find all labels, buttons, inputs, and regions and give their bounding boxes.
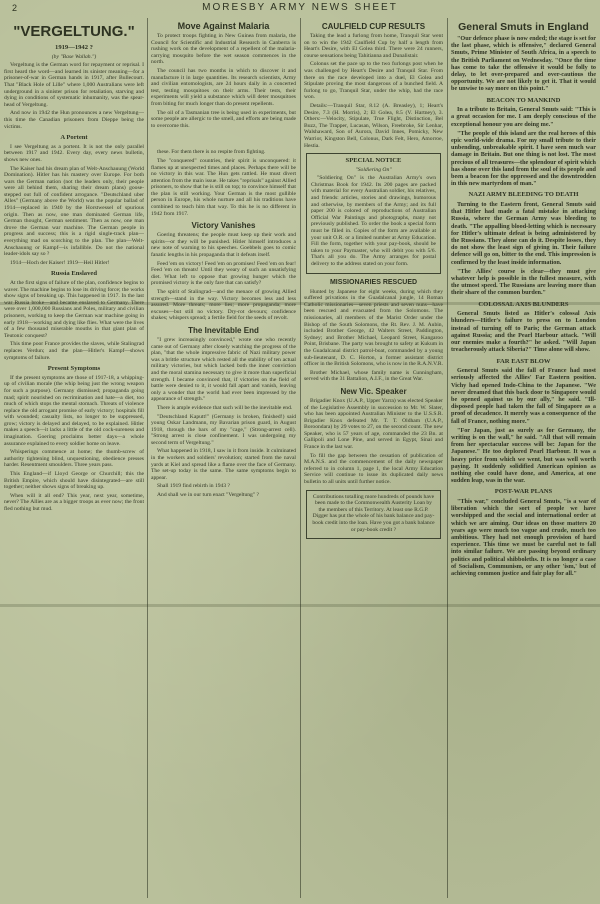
column-rule	[300, 18, 301, 898]
paragraph: "This war," concluded General Smuts, "is a war of liberation which the sort of people we have worshipped and the social and international order at which we are aiming. Our ideas on those matters 20 years ago were much too vague and crude, much too ambitious. They had not enough provision of hard experience. This time we must be careful not to fall into similar failure. We are passing beyond ordinary politics and political shibboleths. It is no longer a case of Socialism, Communism, or any other 'ism,' but of achieving common justice and fair play for all."	[451, 497, 596, 577]
section-heading: A Portent	[60, 134, 88, 142]
paragraph: When will it all end? This year, next year, sometime, never? The Allies are as a bigger troops as ever now; the front fled nothing but mud.	[4, 492, 144, 512]
paragraph: The oil of a Tasmanian tree is being used in experiments, but some people are allergic to the smell, and efforts are being made to overcome this.	[151, 109, 296, 129]
paragraph: "The Allies' course is clear—they must give whatever help is possible in the fullest measure, with the utmost speed. The Russians are leaving more than their share of the common burden."	[451, 267, 596, 297]
paragraph: At the first signs of failure of the plan, confidence begins to waver. The machine begins to lose its driving force; the works show signs of breaking up. This happened in 1917. In the last war Russia broke—and became enslaved to Germany. There were over 1,000,000 Russians and Poles, military and civilian prisoners, working to keep the German war machine going in early 1918—working and dying like flies. What were the lives of a few thousand miserable mouths in that giant plan of Teutonic conquest?	[4, 280, 144, 339]
masthead-title: MORESBY ARMY NEWS SHEET	[202, 2, 398, 13]
article-caulfield-cup	[304, 18, 443, 900]
article-title: "VERGELTUNG."	[13, 23, 135, 40]
article-subtitle: 1919—1942 ?	[55, 44, 93, 51]
notice-subtitle: "Soldiering On"	[355, 166, 392, 173]
article-malaria	[151, 18, 296, 900]
section-heading: The Inevitable End	[188, 325, 259, 335]
paragraph: The council has two months in which to discover it and manufacture it in large quantities. Its research scientists, Army and civilian entomologists, are 24 hours daily in a concerted test, testing mosquitoes on their arms. Their tests, their experiments will yield a substance which will deter mosquitoes from biting for much longer than do present repellents.	[151, 67, 296, 107]
paragraph: Goering threatens; the people must keep up their work and spirits—or they will be punished. Hitler himself introduces a new note of warning to his speeches. Goebbels goes to comic fanatic lengths in his propaganda that it defeats itself.	[151, 232, 296, 259]
section-heading: Victory Vanishes	[191, 221, 256, 231]
paragraph: If the present symptoms are those of 1917-18, a whipping-up of civilian morale (the whip being just the wrong weapon for such a purpose). Germany dismissed; propaganda going mad; spirit nourished on recrimination and hate—a diet, too much of which stops the mental stomach. Threats of violence replace the old arrogant promise of early victory; hospitals fill with wounded; casualty lists, no longer to be suppressed, grow; victory is delayed and delayed, to be explained. Hitler makes a speech—it lacks a little of the old cock-sureness and imagination. Goering proclaims better days—a whole assurance explained to every soldier home on leave.	[4, 374, 144, 447]
paragraph: And now in 1942 the Hun pronounces a new Vergeltung—this time the Canadian prisoners from Dieppe being the victims.	[4, 110, 144, 130]
paragraph: Shall 1919 find rebirth in 1943 ?	[157, 483, 231, 490]
paragraph: Details:—Tranquil Star, 8.12 (A. Breasley), 1; Heart's Desire, 7.3 (H. Morris), 2; El Golea, 8.5 (V. Hartney), 3. Others:—Velocity, Stipulate, True Flight, Distinction, Bel Buzz, The Trapper, Lucasan, Wilson, Freebroke, Sir Lenhar, Walshaward, Son of Aurora, David Innes, Pomicky, New Warrior, Kingston Bell, Colonus, Dark Felt, Hero, Amorroe, Hestia.	[304, 102, 443, 149]
paragraph: This England—if Lloyd George or Churchill; this the British Empire, which should have disintegrated—are still together; neither shows signs of breaking up.	[4, 471, 144, 491]
article-general-smuts	[451, 18, 596, 900]
paragraph: To fill the gap between the cessation of publication of M.A.N.S. and the commencement of the daily newspaper referred to in column 1, page 1, the local Army Education Service will continue to issue its duplicated daily news bulletin to all units until further notice.	[304, 452, 443, 486]
paragraph: The "conquered" countries, their spirit is unconquered: it flames up at unexpected times and places. Perhaps there will be no victory in this war. The Hun gets rattled. He must divert attention from the main issue. He takes "reprisals" against Allied prisoners, to show that he is still on top; to convince himself that the plan is still working. Your German is the most gullible person in Europe, his whole nurture and all his traditions have combined to teach him that way. To this he is no different in 1942 from 1917.	[151, 157, 296, 217]
paragraph: "I grew increasingly convinced," wrote one who recently came out of Germany after closely watching the progress of the plan, "that the whole impressive fabric of Nazi military power was a brittle structure which rested all the stability of ten actual military victories, but which lacked both the inner conviction and the moral stamina necessary to give it more than superficial strength. I became convinced that, if victories on the field of battle were denied to it, it would fall apart and vanish, leaving only a wonder that the world had ever been impressed by the appearance of strength."	[151, 336, 296, 403]
article-title: Move Against Malaria	[177, 21, 270, 31]
section-heading: COLOSSAL AXIS BLUNDERS	[478, 300, 569, 308]
section-heading: NAZI ARMY BLEEDING TO DEATH	[468, 191, 579, 199]
paragraph: "The people of this island are the real heroes of this epic world-wide drama. For my small tribute to their unbending, unbreakable spirit. I have seen much war damage in Britain. But one thing is not lost. The most precious of all treasures—the splendour of spirit which has shone over this land from the soul of its people and been a beacon for the oppressed and the downtrodden in this new martyrdom of man."	[451, 129, 596, 188]
special-notice-box	[306, 153, 441, 274]
paragraph: The spirit of Stalingrad—and the menace of growing Allied strength—stand in the way. Victory becomes less and less assured. More threats; more lies; more propaganda; more excuses—but still no victory. Dry-rot devours; confidence shakes; whispers spread; a fertile field for the seeds of revolt.	[151, 289, 296, 322]
paragraph: "Deutschland Kaputt!" (Germany is broken, finished!) said young Oskar Landmann, my Bavarian prison guard, in August 1918, through the bars of my "cage," (Strong-arrest cell). "Strong arrest is close confinement. I was undergoing my second term of Vergeltung."	[151, 413, 296, 446]
paragraph: Brigadier Knox (U.A.P., Upper Yarra) was elected Speaker of the Legislative Assembly in succession to Mr. W. Slater, who has been appointed Australian Minister to the U.S.S.R. Brigadier Knox defeated Mr. T. T. Oldham (U.A.P., Boroondara) by 29 votes to 27, on the second count. The new Speaker, who is 57 years of age, commanded the 23 Bn. at Gallipoli and Lone Pine, and served in Egypt, Sinai and France in the last war.	[304, 397, 443, 451]
paragraph: these. For them there is no respite from fighting.	[157, 149, 266, 156]
paragraph: Taking the lead a furlong from home, Tranquil Star went on to win the 1942 Caulfield Cup by half a length from Heart's Desire, with El Golea third. There were 24 runners, course sensations being Tahitianna and Dunalistair.	[304, 33, 443, 59]
section-heading: MISSIONARIES RESCUED	[329, 278, 418, 286]
section-heading: FAR EAST BLOW	[496, 357, 551, 365]
box-body: Contributions totalling more hundreds of pounds have been made to the Commonwealth Austerity Loan by the members of this Territory. At least one R.G.P. Digger has put the whole of his bank balance and pay-book credit into the loan. Have you got a bank balance or pay-book credit ?	[312, 493, 435, 533]
article-title: CAULFIELD CUP RESULTS	[321, 22, 426, 31]
section-heading: New Vic. Speaker	[340, 386, 407, 396]
paragraph: What happened in 1918, I saw in it from inside. It culminated in the workers and soldiers' revolution; started from the naval yards at Kiel and spread like a flame over the face of Germany. The set-up today is the same. The same symptoms begin to appear.	[151, 448, 296, 481]
article-vergeltung	[4, 18, 144, 900]
paragraph: This time poor France provides the slaves, while Stalingrad replaces Verdun; and the plan—Hitler's Kampf—shows symptoms of failure.	[4, 341, 144, 361]
paragraph: There is ample evidence that such will be the inevitable end.	[157, 404, 293, 411]
section-heading: Present Symptoms	[47, 365, 101, 373]
paragraph: Whisperings commence at home; the thumb-screw of authority tightening blind, unquestioning, obedience presses harder. Resentment smoulders. Three years pass.	[4, 449, 144, 469]
section-heading: Russia Enslaved	[51, 270, 97, 278]
column-rule	[147, 18, 148, 898]
austerity-loan-box	[306, 490, 441, 540]
paragraph: 1914—Hoch der Kaiser! 1919—Heil Hitler!	[10, 259, 110, 266]
paragraph: To protect troops fighting in New Guinea from malaria, the Council for Scientific and Industrial Research in Canberra is rushing work on the development of a repellent of the malaria-carrying mosquito before the wet season commences in the north.	[151, 33, 296, 66]
paragraph: I see Vergeltung as a portent. It is not the only parallel between 1917 and 1942. Every day, every news bulletin, shows new ones.	[4, 143, 144, 163]
paragraph: "Our defence phase is now ended; the stage is set for the last phase, which is offensive," declared General Smuts, Prime Minister of South Africa, in a speech to the British Parliament on Wednesday. "Once the time has come to take the offensive it would be folly to delay, to let over-prepared and over-cautious the opportunity. We are not likely to get it. That it would be unwise to say more on this point."	[451, 35, 596, 93]
paragraph: Brother Michael, whose family name is Cunningham, served with the 31 Battalion, A.I.F., in the Great War.	[304, 369, 443, 383]
paragraph: And shall we in our turn enact "Vergeltung" ?	[157, 492, 260, 499]
notice-title: SPECIAL NOTICE	[345, 157, 402, 165]
byline: (by "Base Wallah.")	[51, 53, 97, 60]
masthead	[0, 2, 600, 16]
article-title: General Smuts in England	[458, 21, 589, 33]
column-rule	[447, 18, 448, 898]
paragraph: General Smuts listed as Hitler's colossal Axis blunders—Hitler's failure to press on to London instead of turning off to Paris; the German attack against Russia; and the Pearl Harbour attack. "Will our enemies make a fourth?" he asked. "Will Japan treacherously attack Siberia?" Time alone will show.	[451, 310, 596, 354]
paragraph: Feed 'em on victory! Feed 'em on promises! Feed 'em on fear! Feed 'em on threats! Until they weary of such an unsatisfying diet. What left to oppose that growing hunger which the promised victory is the only fare that can satisfy?	[151, 260, 296, 287]
paragraph: "For Japan, just as surely as for Germany, the writing is on the wall," he said. "All that will remain from her spectacular success will be: Japan for the Japanese." He too deplored Pearl Harbour. It was a heavy price from which we went, but was well worth paying. It suddenly solidified American opinion as nothing else could have done, and America, at one sudden leap, was in the war.	[451, 426, 596, 485]
paragraph: In a tribute to Britain, General Smuts said: "This is a great occasion for me. I am deeply conscious of the exceptional honour you are doing me."	[451, 106, 596, 128]
paragraph: Colonus set the pace up to the two furlongs post when he was challenged by Heart's Desire and Tranquil Star. From there on the race developed into a duel, El Golea and Stipulate proving the most dangerous of a bunched field. A furlong to go, Tranquil Star, under the whip, had the race won.	[304, 61, 443, 101]
page-number: 2	[12, 3, 20, 13]
paragraph: General Smuts said the fall of France had most seriously affected the Allies' Far Eastern position. Vichy had opened Indo-China to the Japanese. "We never dreamed that this back door to Singapore would be opened against us by our ally," he said. "Ill-disposed people had taken the fall of Singapore as a proof of decadence. It merely was a consequence of the fall of France, nothing more."	[451, 367, 596, 425]
paragraph: Turning to the Eastern front, General Smuts said that Hitler had made a fatal mistake in attacking Russia, where the German Army was bleeding to death. "The appalling blood-letting which is necessary for Hitler's ultimate defeat is being administered by the Russians. They alone can do it. Despite losses, they do not show the least sign of giving in. Their failure defence will go on, bitter to the end. This impression is confirmed by the least inside information.	[451, 201, 596, 266]
paragraph: Hunted by Japanese for eight weeks, during which they suffered privations in the Guadalcanal jungle, 14 Roman Catholic missionaries—seven priests and seven nuns—have been rescued and evacuated from the Solomons. The missionaries, all members of the Marist Order under the Bishop of the South Solomons, the Rt. Rev. J. M. Aubin, included Brother George, 42 Walters Street, Paddington, Sydney; and Brother Michael, Leopard Street, Kangaroo Point, Brisbane. The party was brought to safety at Kukum in the Guadalcanal district patrol-boat, commanded by a young sub-lieutenant, D. C. Horton, a former assistant district officer in the British Solomons, who is now in the R.A.N.V.R.	[304, 288, 443, 368]
notice-body: "Soldiering On" is the Australian Army's own Christmas Book for 1942. Its 200 pages are packed with material for every Australian soldier, his relatives, and friends: articles, stories and drawings, humorous and otherwise, by members of the Army; and its full paper 200 is colored of reproductions of Australian Official War Paintings and photographs, many not previously published. To order the book a special form must be filled in. Copies of the form are available at your unit O.R. or a limited number at Army Education. Fill the form, together with your pay-book, should be taken to your Paymaster, who will debit you with 5/6. That's all you do. The Army arranges for postal delivery to the address stated on your form.	[311, 175, 436, 267]
section-heading: POST-WAR PLANS	[494, 488, 553, 496]
section-heading: BEACON TO MANKIND	[486, 96, 561, 104]
paragraph: The Kaiser had his dream plan of Welt-Anschauung (World Domination). Hitler has his mastery over Europe. For both wars the German nation (not the leaders only, their people were all behind them, sharing their dream plans) goose-stepped out full of confident arrogance. "Deutschland uber Alles" (Germany above the World) was the popular ballad of 1914—replaced in 1940 by the Horstwessel of spurious origin. Then as now, one man dominated German life, German thought, German sentiment. Then as now, one man drove the German war machine. The German people in progress and success; this is a rigid single-track plan—everything mad on scorching to the plan. The plan—Welt-Anschauung or Kampf—is infallible. Do not the national leader-idols say so ?	[4, 165, 144, 258]
paragraph: Vergeltung is the German word for repayment or reprisal. I first heard the word—and learned its sinister meaning—for a prisoner-of-war in German hands in 1917, after Bullecourt. That "Black Hole of Lille" where 1,000 Australians were left underground in a sinister prison for retaliation, starving and dying in conditions of systematic inhumanity, was the spear-head of Vergeltung.	[4, 62, 144, 108]
